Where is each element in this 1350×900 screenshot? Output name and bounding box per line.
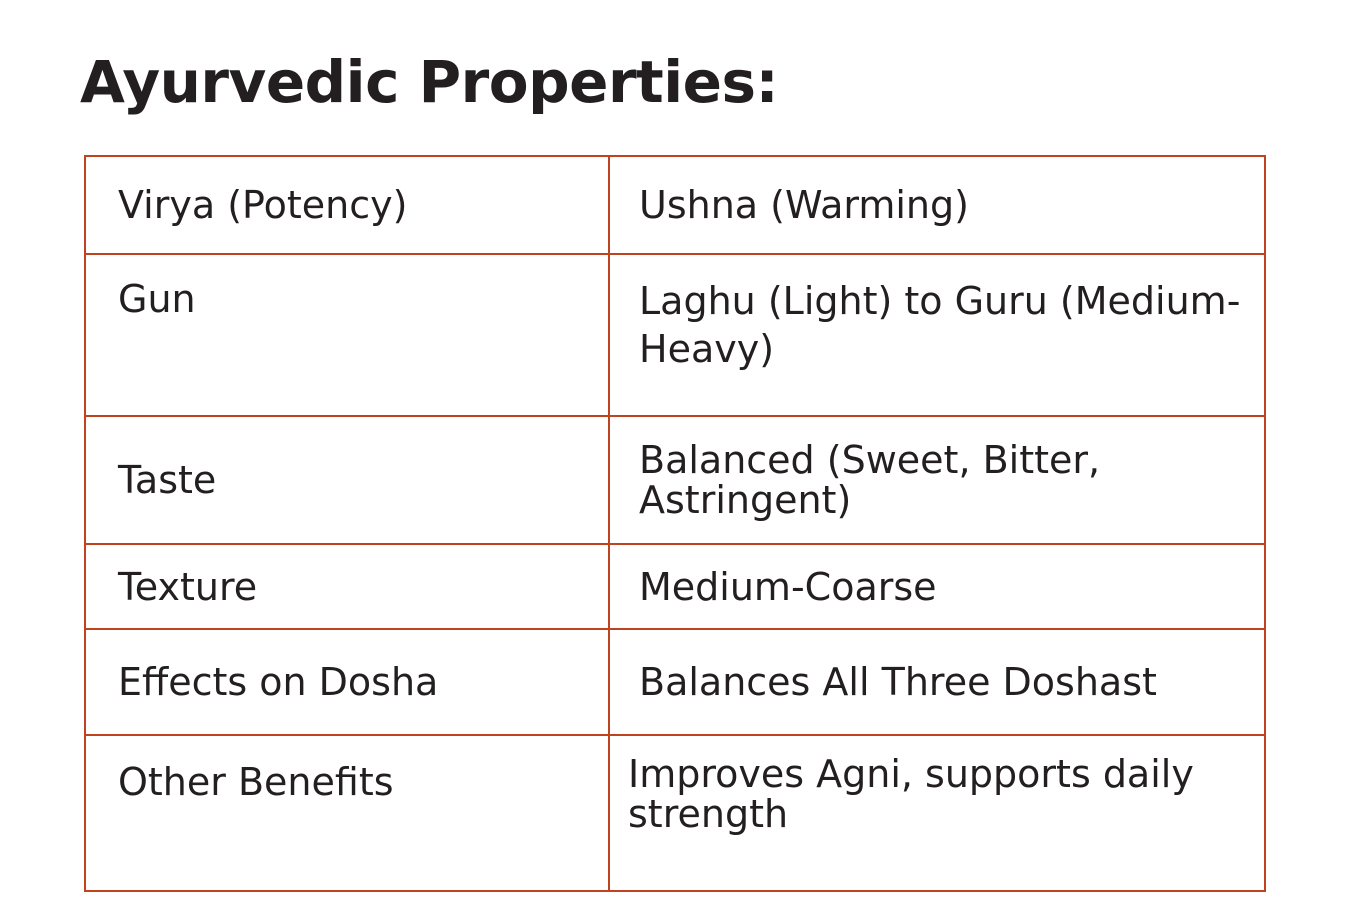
- property-value: Medium-Coarse: [609, 544, 1265, 629]
- property-value: Ushna (Warming): [609, 156, 1265, 254]
- table-row: [85, 629, 1265, 735]
- table-row: [85, 544, 1265, 629]
- property-value: Laghu (Light) to Guru (Medium-Heavy): [609, 254, 1265, 416]
- property-value: Balances All Three Doshast: [609, 629, 1265, 735]
- properties-table: [84, 155, 1266, 892]
- property-label: Texture: [85, 544, 609, 629]
- table-row: [85, 735, 1265, 891]
- table-row: [85, 416, 1265, 544]
- property-value: Balanced (Sweet, Bitter, Astringent): [609, 416, 1265, 544]
- page-title: Ayurvedic Properties:: [80, 48, 779, 116]
- table-row: [85, 156, 1265, 254]
- property-label: Taste: [85, 416, 609, 544]
- table-row: [85, 254, 1265, 416]
- property-label: Gun: [85, 254, 609, 416]
- property-value: Improves Agni, supports daily strength: [609, 735, 1265, 891]
- property-label: Effects on Dosha: [85, 629, 609, 735]
- property-label: Virya (Potency): [85, 156, 609, 254]
- property-label: Other Benefits: [85, 735, 609, 891]
